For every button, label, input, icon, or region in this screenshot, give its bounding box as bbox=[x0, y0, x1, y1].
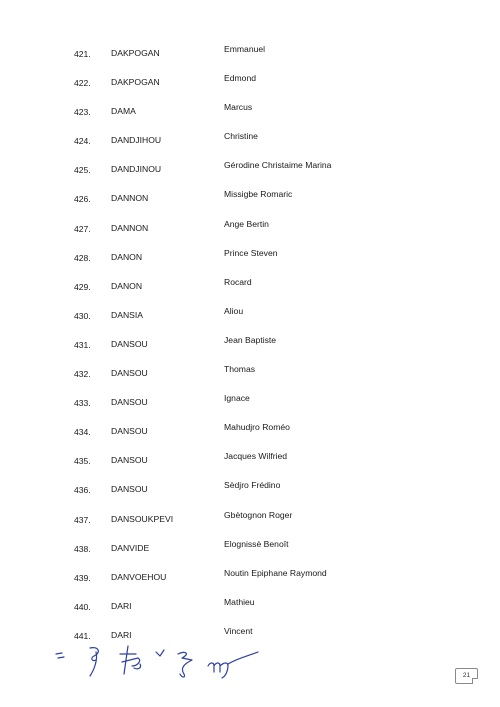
row-number: 422. bbox=[74, 78, 91, 89]
roster-row bbox=[0, 510, 500, 539]
row-surname: DANSIA bbox=[111, 309, 143, 320]
row-given-names: Emmanuel bbox=[224, 44, 266, 54]
row-number: 438. bbox=[74, 543, 91, 554]
row-given-names: Missigbe Romaric bbox=[224, 189, 293, 200]
roster-row bbox=[0, 335, 500, 364]
row-surname: DANSOU bbox=[111, 455, 148, 466]
roster-row bbox=[0, 102, 500, 131]
row-given-names: Elognissè Benoît bbox=[224, 538, 289, 549]
roster-row bbox=[0, 160, 500, 189]
row-number: 427. bbox=[74, 223, 91, 234]
row-surname: DANON bbox=[111, 251, 143, 262]
row-surname: DANVIDE bbox=[111, 542, 150, 553]
roster-row bbox=[0, 480, 500, 509]
row-given-names: Ignace bbox=[224, 393, 250, 404]
roster-row bbox=[0, 44, 500, 73]
row-given-names: Edmond bbox=[224, 73, 257, 84]
row-surname: DARI bbox=[111, 629, 132, 640]
roster-row bbox=[0, 451, 500, 480]
row-number: 421. bbox=[74, 49, 91, 59]
roster-row bbox=[0, 568, 500, 597]
initial-mark-2 bbox=[90, 648, 98, 676]
row-number: 429. bbox=[74, 281, 91, 292]
row-given-names: Jacques Wilfried bbox=[224, 451, 288, 462]
row-surname: DAMA bbox=[111, 106, 136, 117]
row-given-names: Gbètognon Roger bbox=[224, 509, 293, 520]
row-surname: DANSOU bbox=[111, 338, 148, 349]
row-given-names: Prince Steven bbox=[224, 247, 278, 258]
roster-row bbox=[0, 277, 500, 306]
row-given-names: Jean Baptiste bbox=[224, 334, 277, 345]
initial-mark-4 bbox=[156, 650, 164, 656]
initial-mark-5 bbox=[178, 652, 192, 677]
row-number: 428. bbox=[74, 252, 91, 263]
row-number: 439. bbox=[74, 572, 91, 583]
row-given-names: Marcus bbox=[224, 102, 253, 113]
row-number: 440. bbox=[74, 601, 91, 612]
row-given-names: Thomas bbox=[224, 364, 256, 375]
row-number: 437. bbox=[74, 514, 91, 525]
row-given-names: Rocard bbox=[224, 276, 252, 287]
row-given-names: Gérodine Christaime Marina bbox=[224, 160, 332, 171]
roster-row bbox=[0, 422, 500, 451]
row-given-names: Mathieu bbox=[224, 596, 255, 607]
initial-mark-1 bbox=[56, 653, 64, 658]
roster-row bbox=[0, 189, 500, 218]
row-given-names: Aliou bbox=[224, 305, 244, 316]
row-given-names: Ange Bertin bbox=[224, 218, 269, 229]
roster-row bbox=[0, 306, 500, 335]
roster-list bbox=[0, 44, 500, 655]
row-surname: DARI bbox=[111, 600, 132, 611]
row-number: 430. bbox=[74, 310, 91, 321]
roster-row bbox=[0, 539, 500, 568]
row-number: 425. bbox=[74, 165, 91, 176]
row-given-names: Christine bbox=[224, 131, 258, 142]
row-surname: DANVOEHOU bbox=[111, 571, 167, 582]
roster-row bbox=[0, 73, 500, 102]
row-given-names: Mahudjro Roméo bbox=[224, 422, 290, 433]
row-surname: DANSOU bbox=[111, 397, 148, 408]
row-surname: DAKPOGAN bbox=[111, 48, 160, 58]
row-surname: DANSOU bbox=[111, 484, 148, 495]
row-number: 441. bbox=[74, 630, 91, 641]
roster-row bbox=[0, 248, 500, 277]
row-number: 423. bbox=[74, 107, 91, 118]
roster-row bbox=[0, 364, 500, 393]
initial-mark-6 bbox=[208, 652, 258, 678]
row-given-names: Noutin Epiphane Raymond bbox=[224, 567, 327, 578]
row-surname: DAKPOGAN bbox=[111, 77, 160, 88]
row-number: 424. bbox=[74, 136, 91, 147]
row-surname: DANON bbox=[111, 280, 143, 291]
row-surname: DANSOU bbox=[111, 368, 148, 379]
roster-row bbox=[0, 219, 500, 248]
row-given-names: Vincent bbox=[224, 625, 253, 636]
row-surname: DANDJIHOU bbox=[111, 135, 162, 146]
page-number-box: 21 bbox=[455, 668, 478, 684]
roster-row bbox=[0, 393, 500, 422]
row-number: 426. bbox=[74, 194, 91, 205]
row-number: 434. bbox=[74, 427, 91, 438]
handwritten-initials bbox=[52, 644, 262, 680]
row-number: 436. bbox=[74, 485, 91, 496]
row-surname: DANDJINOU bbox=[111, 164, 162, 175]
row-given-names: Sèdjro Frédino bbox=[224, 480, 281, 491]
row-surname: DANNON bbox=[111, 222, 149, 233]
row-surname: DANSOUKPEVI bbox=[111, 513, 174, 524]
roster-row bbox=[0, 131, 500, 160]
roster-row bbox=[0, 597, 500, 626]
row-surname: DANSOU bbox=[111, 426, 148, 437]
row-number: 435. bbox=[74, 456, 91, 467]
row-number: 433. bbox=[74, 398, 91, 409]
row-surname: DANNON bbox=[111, 193, 149, 204]
row-number: 431. bbox=[74, 339, 91, 350]
row-number: 432. bbox=[74, 369, 91, 380]
initial-mark-3 bbox=[120, 646, 141, 674]
